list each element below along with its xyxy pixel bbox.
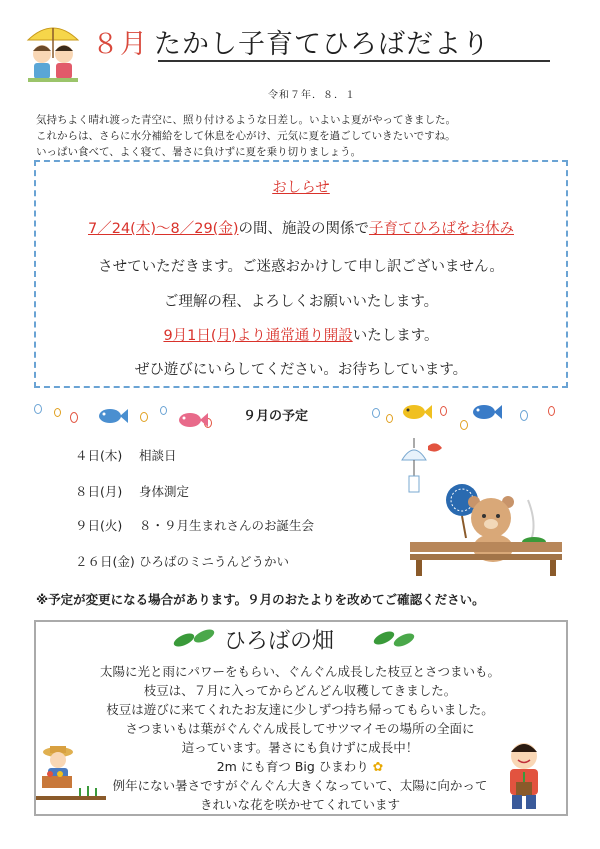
page-title	[92, 22, 490, 61]
intro-line-2: これからは、さらに水分補給をして休息を心がけ、元気に夏を過ごしていきたいですね。	[36, 130, 456, 142]
schedule-note: ※予定が変更になる場合があります。９月のおたよりを改めてご確認ください。	[36, 592, 485, 607]
closure-reason: の間、施設の関係で	[238, 221, 369, 237]
notice-heading: おしらせ	[272, 180, 330, 196]
title-month: ８月	[92, 29, 148, 60]
title-underline	[158, 60, 550, 62]
issue-date: 令和７年．８．１	[268, 90, 356, 101]
schedule-row	[75, 482, 189, 500]
farmer-illustration	[36, 744, 106, 808]
sunflower-icon: ✿	[372, 759, 384, 774]
schedule-row	[75, 552, 289, 570]
fish-icon	[96, 406, 128, 426]
schedule-event: ８・９月生まれさんのお誕生会	[139, 518, 315, 533]
fish-icon	[400, 402, 432, 422]
notice-line-3: ご理解の程、よろしくお願いいたします。	[163, 294, 439, 310]
intro-line-1: 気持ちよく晴れ渡った青空に、照り付けるような日差し。いよいよ夏がやってきました。	[36, 114, 456, 126]
schedule-event: 相談日	[139, 448, 177, 463]
intro-line-3: いっぱい食べて、よく寝て、暑さに負けずに夏を乗り切りましょう。	[36, 146, 362, 158]
garden-line-7: 例年にない暑さですがぐんぐん大きくなっていて、太陽に向かって	[112, 778, 488, 793]
schedule-event: ひろばのミニうんどうかい	[139, 554, 290, 569]
closure-dates: 7／24(木)～8／29(金)	[88, 221, 239, 237]
notice-line-5: ぜひ遊びにいらしてください。お待ちしています。	[134, 362, 468, 378]
garden-line-1: 太陽に光と雨にパワーをもらい、ぐんぐん成長した枝豆とさつまいも。	[99, 664, 500, 679]
notice-line-4	[36, 324, 566, 345]
schedule-row	[75, 516, 314, 534]
children-umbrella-illustration	[20, 18, 86, 88]
fish-icon	[470, 402, 502, 422]
schedule-date: ４日(木)	[75, 448, 123, 463]
garden-line-3: 枝豆は遊びに来てくれたお友達に少しずつ持ち帰ってもらいました。	[106, 702, 494, 717]
leaf-icon	[172, 626, 216, 652]
fish-icon	[176, 410, 208, 430]
leaf-icon	[372, 626, 416, 652]
reopen-rest: いたします。	[352, 328, 439, 344]
schedule-row	[75, 446, 177, 464]
bear-on-bench-illustration	[408, 480, 564, 576]
garden-line-2: 枝豆は、７月に入ってからどんどん収穫してきました。	[143, 683, 457, 698]
title-text: たかし子育てひろばだより	[154, 29, 490, 60]
garden-line-5: 這っています。暑さにも負けずに成長中！	[181, 740, 419, 755]
notice-line-2: させていただきます。ご迷惑おかけして申し訳ございません。	[98, 259, 504, 275]
child-sunflower-illustration	[494, 738, 556, 810]
garden-title: ひろばの畑	[224, 629, 335, 654]
notice-box	[34, 160, 568, 388]
schedule-date: ９日(火)	[75, 518, 123, 533]
schedule-date: ２６日(金)	[75, 554, 135, 569]
schedule-event: 身体測定	[139, 484, 190, 499]
schedule-date: ８日(月)	[75, 484, 123, 499]
garden-line-8: きれいな花を咲かせてくれています	[199, 797, 400, 812]
schedule-title: ９月の予定	[243, 409, 309, 424]
reopen-date: 9月1日(月)より通常通り開設	[163, 328, 353, 344]
closure-notice: 子育てひろばをお休み	[368, 221, 514, 237]
notice-line-1	[36, 217, 566, 238]
garden-line-4: さつまいもは葉がぐんぐん成長してサツマイモの場所の全面に	[125, 721, 475, 736]
sunflower-text: 2m にも育つ Big ひまわり	[216, 759, 369, 774]
